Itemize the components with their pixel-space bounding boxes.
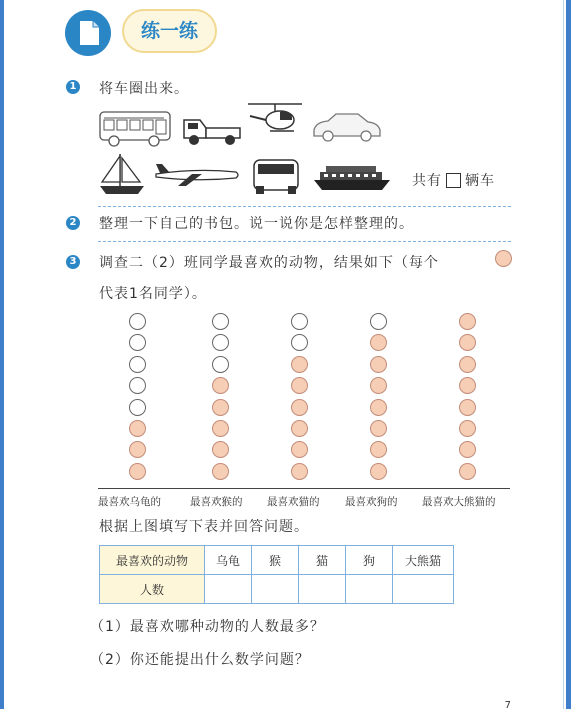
filled-circle <box>291 441 308 458</box>
filled-circle <box>291 377 308 394</box>
right-inner-border <box>563 0 564 709</box>
section-title: 练一练 <box>122 9 217 53</box>
answer-cell[interactable] <box>346 575 393 604</box>
table-header-cell: 乌龟 <box>205 546 252 575</box>
answer-cell[interactable] <box>299 575 346 604</box>
vehicle-count-answer-box[interactable] <box>446 173 461 188</box>
legend-circle-icon <box>495 250 512 267</box>
filled-circle <box>370 420 387 437</box>
question-2-text: 整理一下自己的书包。说一说你是怎样整理的。 <box>99 216 414 232</box>
category-label: 最喜欢猫的 <box>267 496 320 508</box>
table-header-cell: 猫 <box>299 546 346 575</box>
filled-circle <box>129 420 146 437</box>
empty-circle <box>212 334 229 351</box>
filled-circle <box>212 441 229 458</box>
empty-circle <box>212 313 229 330</box>
filled-circle <box>129 463 146 480</box>
answer-cell[interactable] <box>393 575 454 604</box>
table-header-cell: 最喜欢的动物 <box>100 546 205 575</box>
empty-circle <box>129 356 146 373</box>
survey-table <box>99 545 454 604</box>
pictograph-column <box>129 313 149 484</box>
filled-circle <box>370 463 387 480</box>
filled-circle <box>291 356 308 373</box>
question-3-line2: 代表1名同学）。 <box>99 286 207 302</box>
question-3-badge: 3 <box>66 255 80 269</box>
empty-circle <box>212 356 229 373</box>
filled-circle <box>459 463 476 480</box>
question-2-badge: 2 <box>66 216 80 230</box>
category-label: 最喜欢猴的 <box>190 496 243 508</box>
filled-circle <box>291 420 308 437</box>
empty-circle <box>129 377 146 394</box>
empty-circle <box>291 313 308 330</box>
pictograph-column <box>291 313 311 484</box>
airplane-icon[interactable] <box>152 162 240 192</box>
filled-circle <box>459 420 476 437</box>
filled-circle <box>459 356 476 373</box>
table-header-cell: 大熊猫 <box>393 546 454 575</box>
filled-circle <box>459 377 476 394</box>
filled-circle <box>459 313 476 330</box>
helicopter-icon[interactable] <box>246 100 304 144</box>
pictograph-column <box>212 313 232 484</box>
filled-circle <box>370 334 387 351</box>
table-row <box>100 575 454 604</box>
divider <box>98 241 511 242</box>
pictograph-column <box>370 313 390 484</box>
bus-icon[interactable] <box>98 108 173 152</box>
page-number: 7 <box>504 700 511 711</box>
table-header-cell: 猴 <box>252 546 299 575</box>
filled-circle <box>459 399 476 416</box>
question-3-line1: 调查二（2）班同学最喜欢的动物，结果如下（每个 <box>99 255 439 271</box>
filled-circle <box>212 463 229 480</box>
vehicle-count-prompt <box>412 170 495 190</box>
filled-circle <box>370 441 387 458</box>
empty-circle <box>291 334 308 351</box>
sailboat-icon[interactable] <box>96 152 148 200</box>
van-icon[interactable] <box>250 156 302 200</box>
left-border <box>0 0 4 709</box>
sub-question-1: （1）最喜欢哪种动物的人数最多？ <box>90 619 325 635</box>
answer-cell[interactable] <box>205 575 252 604</box>
car-icon[interactable] <box>310 110 382 148</box>
empty-circle <box>370 313 387 330</box>
divider <box>98 206 511 207</box>
category-label: 最喜欢狗的 <box>345 496 398 508</box>
answer-cell[interactable] <box>252 575 299 604</box>
filled-circle <box>370 377 387 394</box>
pictograph-column <box>459 313 479 484</box>
sub-question-2: （2）你还能提出什么数学问题？ <box>90 652 310 668</box>
category-label: 最喜欢乌龟的 <box>98 496 161 508</box>
filled-circle <box>459 334 476 351</box>
filled-circle <box>370 399 387 416</box>
filled-circle <box>291 463 308 480</box>
filled-circle <box>212 399 229 416</box>
empty-circle <box>129 334 146 351</box>
table-header-cell: 狗 <box>346 546 393 575</box>
filled-circle <box>129 441 146 458</box>
pictograph-baseline <box>98 488 510 489</box>
empty-circle <box>129 313 146 330</box>
table-instruction: 根据上图填写下表并回答问题。 <box>99 519 309 535</box>
table-row-label: 人数 <box>100 575 205 604</box>
vehicle-count-prefix: 共有 <box>412 173 442 189</box>
ship-icon[interactable] <box>312 164 392 196</box>
question-1-text: 将车圈出来。 <box>99 81 189 97</box>
vehicle-count-suffix: 辆车 <box>465 173 495 189</box>
truck-icon[interactable] <box>180 112 244 152</box>
empty-circle <box>129 399 146 416</box>
table-row <box>100 546 454 575</box>
filled-circle <box>459 441 476 458</box>
document-icon <box>65 10 111 56</box>
right-border <box>566 0 571 709</box>
filled-circle <box>212 420 229 437</box>
filled-circle <box>291 399 308 416</box>
category-label: 最喜欢大熊猫的 <box>422 496 496 508</box>
filled-circle <box>370 356 387 373</box>
filled-circle <box>212 377 229 394</box>
question-1-badge: 1 <box>66 80 80 94</box>
